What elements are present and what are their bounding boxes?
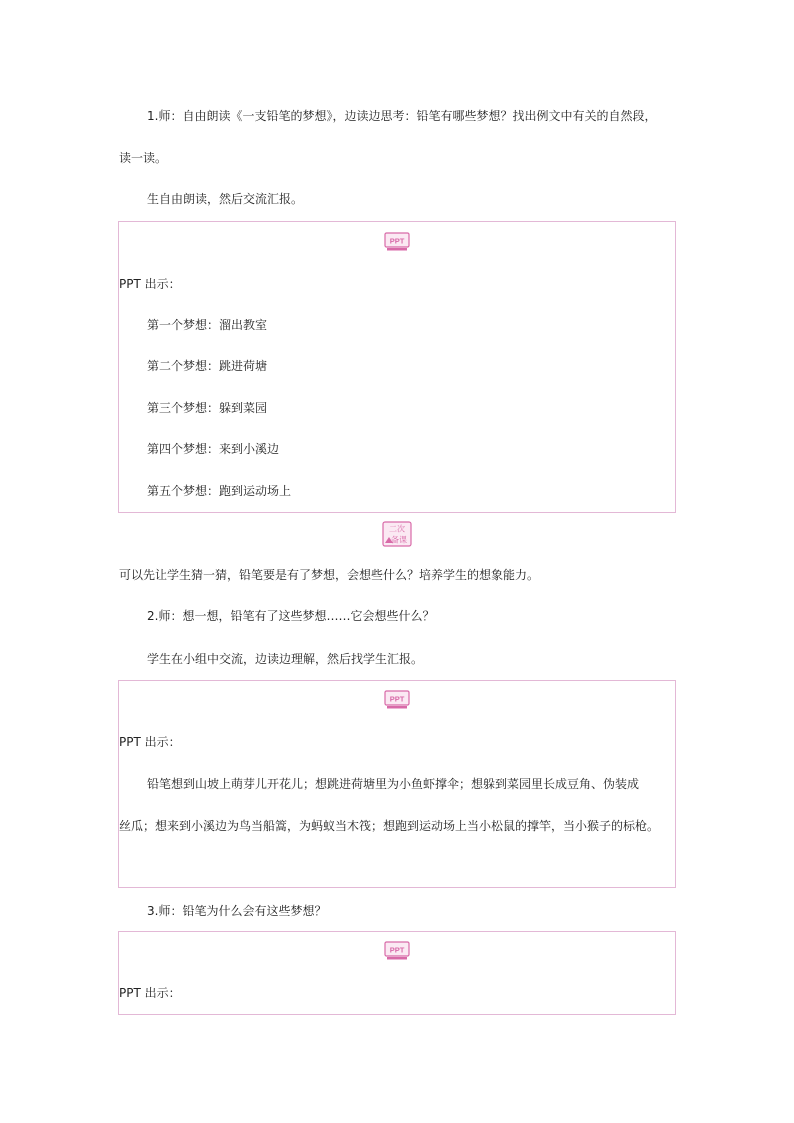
ppt-2-line-2: 丝瓜；想来到小溪边为鸟当船篙，为蚂蚁当木筏；想跑到运动场上当小松鼠的撑竿，当小猴子的标枪。	[119, 819, 660, 833]
dream-item: 第三个梦想：躲到菜园	[147, 401, 268, 415]
note-text: 可以先让学生猜一猜，铅笔要是有了梦想，会想些什么？培养学生的想象能力。	[119, 568, 540, 582]
ppt-icon	[384, 941, 410, 961]
second-preparation-icon	[382, 521, 412, 547]
second-preparation-label-1: 二次	[389, 524, 405, 534]
ppt-icon	[384, 232, 410, 252]
ppt-3-heading: PPT 出示：	[119, 986, 181, 1000]
ppt-icon-label: PPT	[389, 236, 405, 246]
ppt-2-heading: PPT 出示：	[119, 735, 181, 749]
question-2: 2.师：想一想，铅笔有了这些梦想……它会想些什么？	[147, 609, 435, 623]
question-3: 3.师：铅笔为什么会有这些梦想？	[147, 904, 327, 918]
ppt-1-heading: PPT 出示：	[119, 277, 181, 291]
activity-1: 生自由朗读，然后交流汇报。	[147, 192, 304, 206]
ppt-icon-label: PPT	[389, 945, 405, 955]
dream-item: 第四个梦想：来到小溪边	[147, 442, 280, 456]
ppt-icon-label: PPT	[389, 694, 405, 704]
second-preparation-label-2: 备课	[391, 535, 407, 545]
ppt-icon	[384, 690, 410, 710]
dream-item: 第一个梦想：溜出教室	[147, 318, 268, 332]
dream-item: 第二个梦想：跳进荷塘	[147, 359, 268, 373]
question-1-line-2: 读一读。	[119, 151, 168, 165]
dream-item: 第五个梦想：跑到运动场上	[147, 484, 292, 498]
ppt-2-line-1: 铅笔想到山坡上萌芽儿开花儿；想跳进荷塘里为小鱼虾撑伞；想躲到菜园里长成豆角、伪装成	[147, 777, 640, 791]
activity-2: 学生在小组中交流，边读边理解，然后找学生汇报。	[147, 652, 424, 666]
question-1-line-1: 1.师：自由朗读《一支铅笔的梦想》，边读边思考：铅笔有哪些梦想？找出例文中有关的自然段，	[147, 109, 657, 123]
